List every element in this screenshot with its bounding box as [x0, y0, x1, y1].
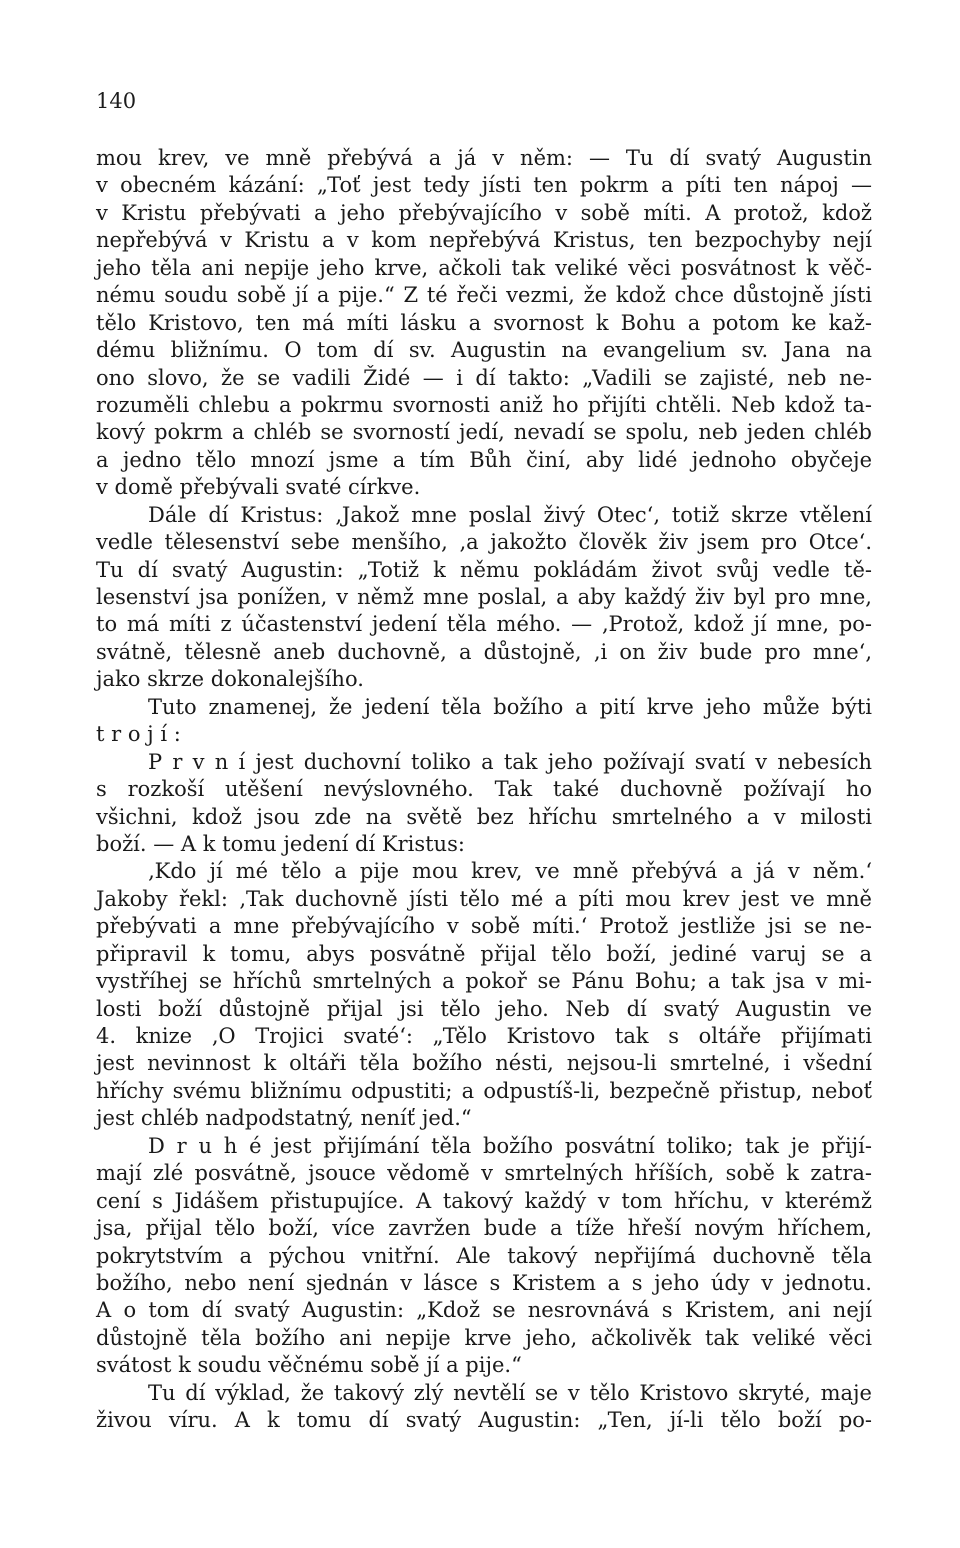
- text-line: v obecném kázání: „Toť jest tedy jísti ten pokrm a píti ten nápoj —: [96, 173, 872, 198]
- text-line: mou krev, ve mně přebývá a já v něm: — Tu dí svatý Augustin: [96, 146, 872, 170]
- text-line: losti boží důstojně přijal jsi tělo jeho. Neb dí svatý Augustin ve: [96, 996, 872, 1021]
- body-text: [96, 145, 872, 1435]
- text-line: jeho těla ani nepije jeho krve, ačkoli tak veliké věci posvátnost k věč-: [96, 255, 872, 280]
- paragraph-start-line: Dále dí Kristus: ‚Jakož mne poslal živý Otec‘, totiž skrze vtělení: [148, 502, 872, 527]
- text-line: rozuměli chlebu a pokrmu svornosti aniž ho přijíti chtěli. Neb kdož ta-: [96, 392, 872, 417]
- paragraph-end-line: jest chléb nadpodstatný, neníť jed.“: [96, 1106, 472, 1131]
- text-line: vedle tělesenství sebe menšího, ‚a jakožto člověk živ jsem pro Otce‘.: [96, 530, 872, 555]
- text-line: jsa, přijal tělo boží, více zavržen bude a tíže hřeší novým hříchem,: [96, 1216, 872, 1241]
- text-line: Tu dí svatý Augustin: „Totiž k němu pokládám život svůj vedle tě-: [96, 557, 872, 582]
- text-line: hříchy svému bližnímu odpustiti; a odpustíš-li, bezpečně přistup, neboť: [96, 1078, 872, 1103]
- text-line: to má míti z účastenství jedení těla mého. — ‚Protož, kdož jí mne, po-: [96, 612, 872, 637]
- text-line: dému bližnímu. O tom dí sv. Augustin na evangelium sv. Jana na: [96, 338, 872, 363]
- text-line: a jedno tělo mnozí jsme a tím Bůh činí, aby lidé jednoho obyčeje: [96, 447, 872, 472]
- paragraph-end-line: v domě přebývali svaté církve.: [96, 475, 421, 500]
- text-line: ono slovo, že se vadili Židé — i dí takto: „Vadili se zajisté, neb ne-: [96, 365, 872, 390]
- page-number: 140: [96, 89, 137, 113]
- text-line: s rozkoší utěšení nevýslovného. Tak také duchovně požívají ho: [96, 777, 872, 802]
- text-line: A o tom dí svatý Augustin: „Kdož se nesrovnává s Kristem, ani nejí: [96, 1298, 872, 1323]
- paragraph-end-line: svátost k soudu věčnému sobě jí a pije.“: [96, 1353, 522, 1378]
- text-line: 4. knize ‚O Trojici svaté‘: „Tělo Kristovo tak s oltáře přijímati: [96, 1024, 872, 1048]
- text-line: cení s Jidášem přistupujíce. A takový každý v tom hříchu, v kterémž: [96, 1188, 872, 1213]
- text-line: živou víru. A k tomu dí svatý Augustin: „Ten, jí-li tělo boží po-: [96, 1408, 872, 1433]
- text-line: svátně, tělesně aneb duchovně, a důstojně, ‚i on živ bude pro mne‘,: [96, 639, 872, 664]
- paragraph-start-line: Tuto znamenej, že jedení těla božího a pití krve jeho může býti: [148, 694, 872, 719]
- paragraph-start-line: P r v n í jest duchovní toliko a tak jeho požívají svatí v nebesích: [148, 749, 872, 774]
- paragraph-start-line: Tu dí výklad, že takový zlý nevtělí se v tělo Kristovo skryté, maje: [148, 1380, 872, 1405]
- text-line: kový pokrm a chléb se svorností jedí, nevadí se spolu, neb jeden chléb: [96, 420, 872, 445]
- paragraph-end-line: boží. — A k tomu jedení dí Kristus:: [96, 831, 465, 856]
- text-line: přebývati a mne přebývajícího v sobě míti.‘ Protož jestliže jsi se ne-: [96, 914, 872, 939]
- text-line: Jakoby řekl: ‚Tak duchovně jísti tělo mé a píti mou krev jest ve mně: [96, 886, 872, 911]
- text-line: mají zlé posvátně, jsouce vědomě v smrtelných hříších, sobě k zatra-: [96, 1161, 872, 1186]
- paragraph-end-line: t r o j í :: [96, 722, 181, 747]
- paragraph-start-line: ‚Kdo jí mé tělo a pije mou krev, ve mně přebývá a já v něm.‘: [148, 859, 872, 884]
- text-line: důstojně těla božího ani nepije krve jeho, ačkolivěk tak veliké věci: [96, 1325, 872, 1350]
- text-line: tělo Kristovo, ten má míti lásku a svornost k Bohu a potom ke kaž-: [96, 310, 872, 335]
- text-line: lesenství jsa ponížen, v němž mne poslal, a aby každý živ byl pro mne,: [96, 585, 872, 609]
- paragraph-end-line: jako skrze dokonalejšího.: [96, 667, 364, 692]
- text-line: pokrytstvím a pýchou vnitřní. Ale takový nepřijímá duchovně těla: [96, 1243, 872, 1268]
- text-line: jest nevinnost k oltáři těla božího nésti, nejsou-li smrtelné, i všední: [96, 1051, 872, 1076]
- text-line: božího, nebo není sjednán v lásce s Kristem a s jeho údy v jednotu.: [96, 1270, 872, 1295]
- text-line: nepřebývá v Kristu a v kom nepřebývá Kristus, ten bezpochyby nejí: [96, 228, 872, 253]
- text-line: nému soudu sobě jí a pije.“ Z té řeči vezmi, že kdož chce důstojně jísti: [96, 283, 872, 308]
- text-line: všichni, kdož jsou zde na světě bez hříchu smrtelného a v milosti: [96, 804, 872, 829]
- text-line: vystříhej se hříchů smrtelných a pokoř se Pánu Bohu; a tak jsa v mi-: [96, 969, 872, 994]
- text-line: v Kristu přebývati a jeho přebývajícího v sobě míti. A protož, kdož: [96, 200, 872, 225]
- text-line: připravil k tomu, abys posvátně přijal tělo boží, jediné varuj se a: [96, 941, 872, 966]
- paragraph-start-line: D r u h é jest přijímání těla božího posvátní toliko; tak je přijí-: [148, 1133, 872, 1158]
